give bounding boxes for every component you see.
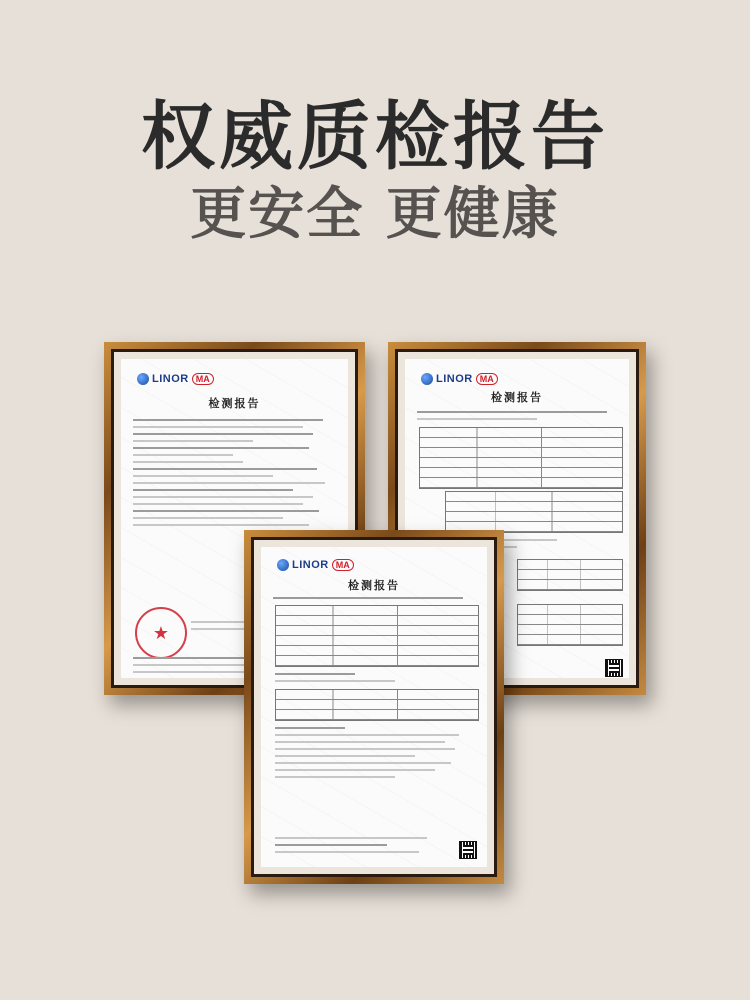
results-table <box>419 427 623 489</box>
report-title: 检测报告 <box>348 579 400 592</box>
report-title: 检测报告 <box>208 397 261 410</box>
headline: 权威质检报告 <box>141 94 609 180</box>
report-title: 检测报告 <box>491 391 543 404</box>
linor-logo: LINOR MA <box>421 373 498 385</box>
linor-logo: LINOR MA <box>137 373 214 385</box>
results-table <box>517 604 623 646</box>
results-table <box>275 605 479 667</box>
ma-mark: MA <box>332 559 354 571</box>
red-seal-stamp: ★ <box>135 607 187 659</box>
qr-code-icon <box>459 841 477 859</box>
results-table <box>445 491 623 533</box>
certificate-paper-front <box>261 547 487 867</box>
results-table <box>275 689 479 721</box>
linor-logo: LINOR MA <box>277 559 354 571</box>
globe-icon <box>137 373 149 385</box>
results-table <box>517 559 623 591</box>
globe-icon <box>277 559 289 571</box>
ma-mark: MA <box>192 373 214 385</box>
certificate-frame-front <box>244 530 504 884</box>
globe-icon <box>421 373 433 385</box>
ma-mark: MA <box>476 373 498 385</box>
subheadline: 更安全 更健康 <box>190 182 560 247</box>
qr-code-icon <box>605 659 623 677</box>
